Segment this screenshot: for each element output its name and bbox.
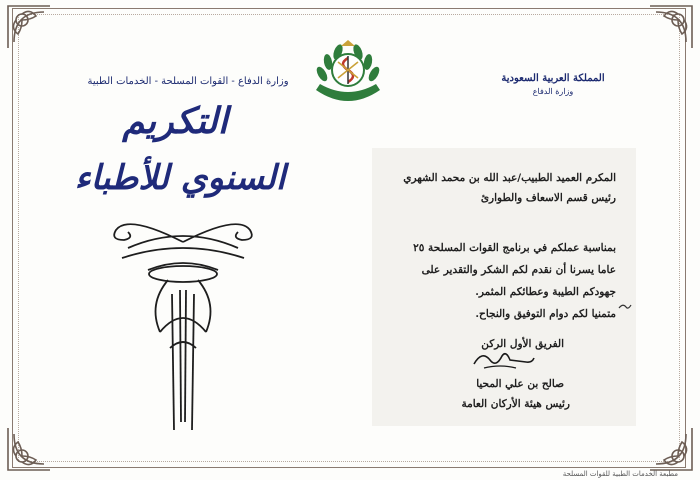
right-header-line-1: المملكة العربية السعودية xyxy=(501,73,605,84)
corner-ornament-bottom-right-icon xyxy=(646,424,696,474)
body-line-2: عاما يسرنا أن نقدم لكم الشكر والتقدير على xyxy=(421,264,616,276)
handwritten-mark-icon xyxy=(618,302,632,312)
recipient-line: المكرم العميد الطبيب/عبد الله بن محمد الشهري xyxy=(403,172,616,184)
body-line-1: بمناسبة عملكم في برنامج القوات المسلحة ٢٥ xyxy=(413,242,616,254)
body-line-3: جهودكم الطيبة وعطائكم المثمر. xyxy=(475,286,616,298)
corner-ornament-top-right-icon xyxy=(646,2,696,52)
recipient-position: رئيس قسم الاسعاف والطوارئ xyxy=(480,192,616,204)
corner-ornament-bottom-left-icon xyxy=(4,424,54,474)
right-header xyxy=(478,72,628,98)
left-header-text: وزارة الدفاع - القوات المسلحة - الخدمات الطبية xyxy=(87,76,289,87)
military-medical-emblem-icon xyxy=(308,38,388,110)
printer-note: مطبعة الخدمات الطبية للقوات المسلحة xyxy=(562,470,678,478)
signature-icon xyxy=(470,346,536,372)
title-line-2: السنوي للأطباء xyxy=(74,158,286,198)
letter-panel xyxy=(372,148,636,426)
corner-ornament-top-left-icon xyxy=(4,2,54,52)
wishes-line: متمنيا لكم دوام التوفيق والنجاح. xyxy=(475,308,616,320)
calligraphic-ornament-icon xyxy=(108,208,258,434)
right-header-line-2: وزارة الدفاع xyxy=(532,87,574,96)
signer-name: صالح بن علي المحيا xyxy=(476,378,564,390)
signer-title: رئيس هيئة الأركان العامة xyxy=(461,398,570,410)
title-line-1: التكريم xyxy=(122,100,228,142)
signer-rank: الفريق الأول الركن xyxy=(481,338,564,350)
